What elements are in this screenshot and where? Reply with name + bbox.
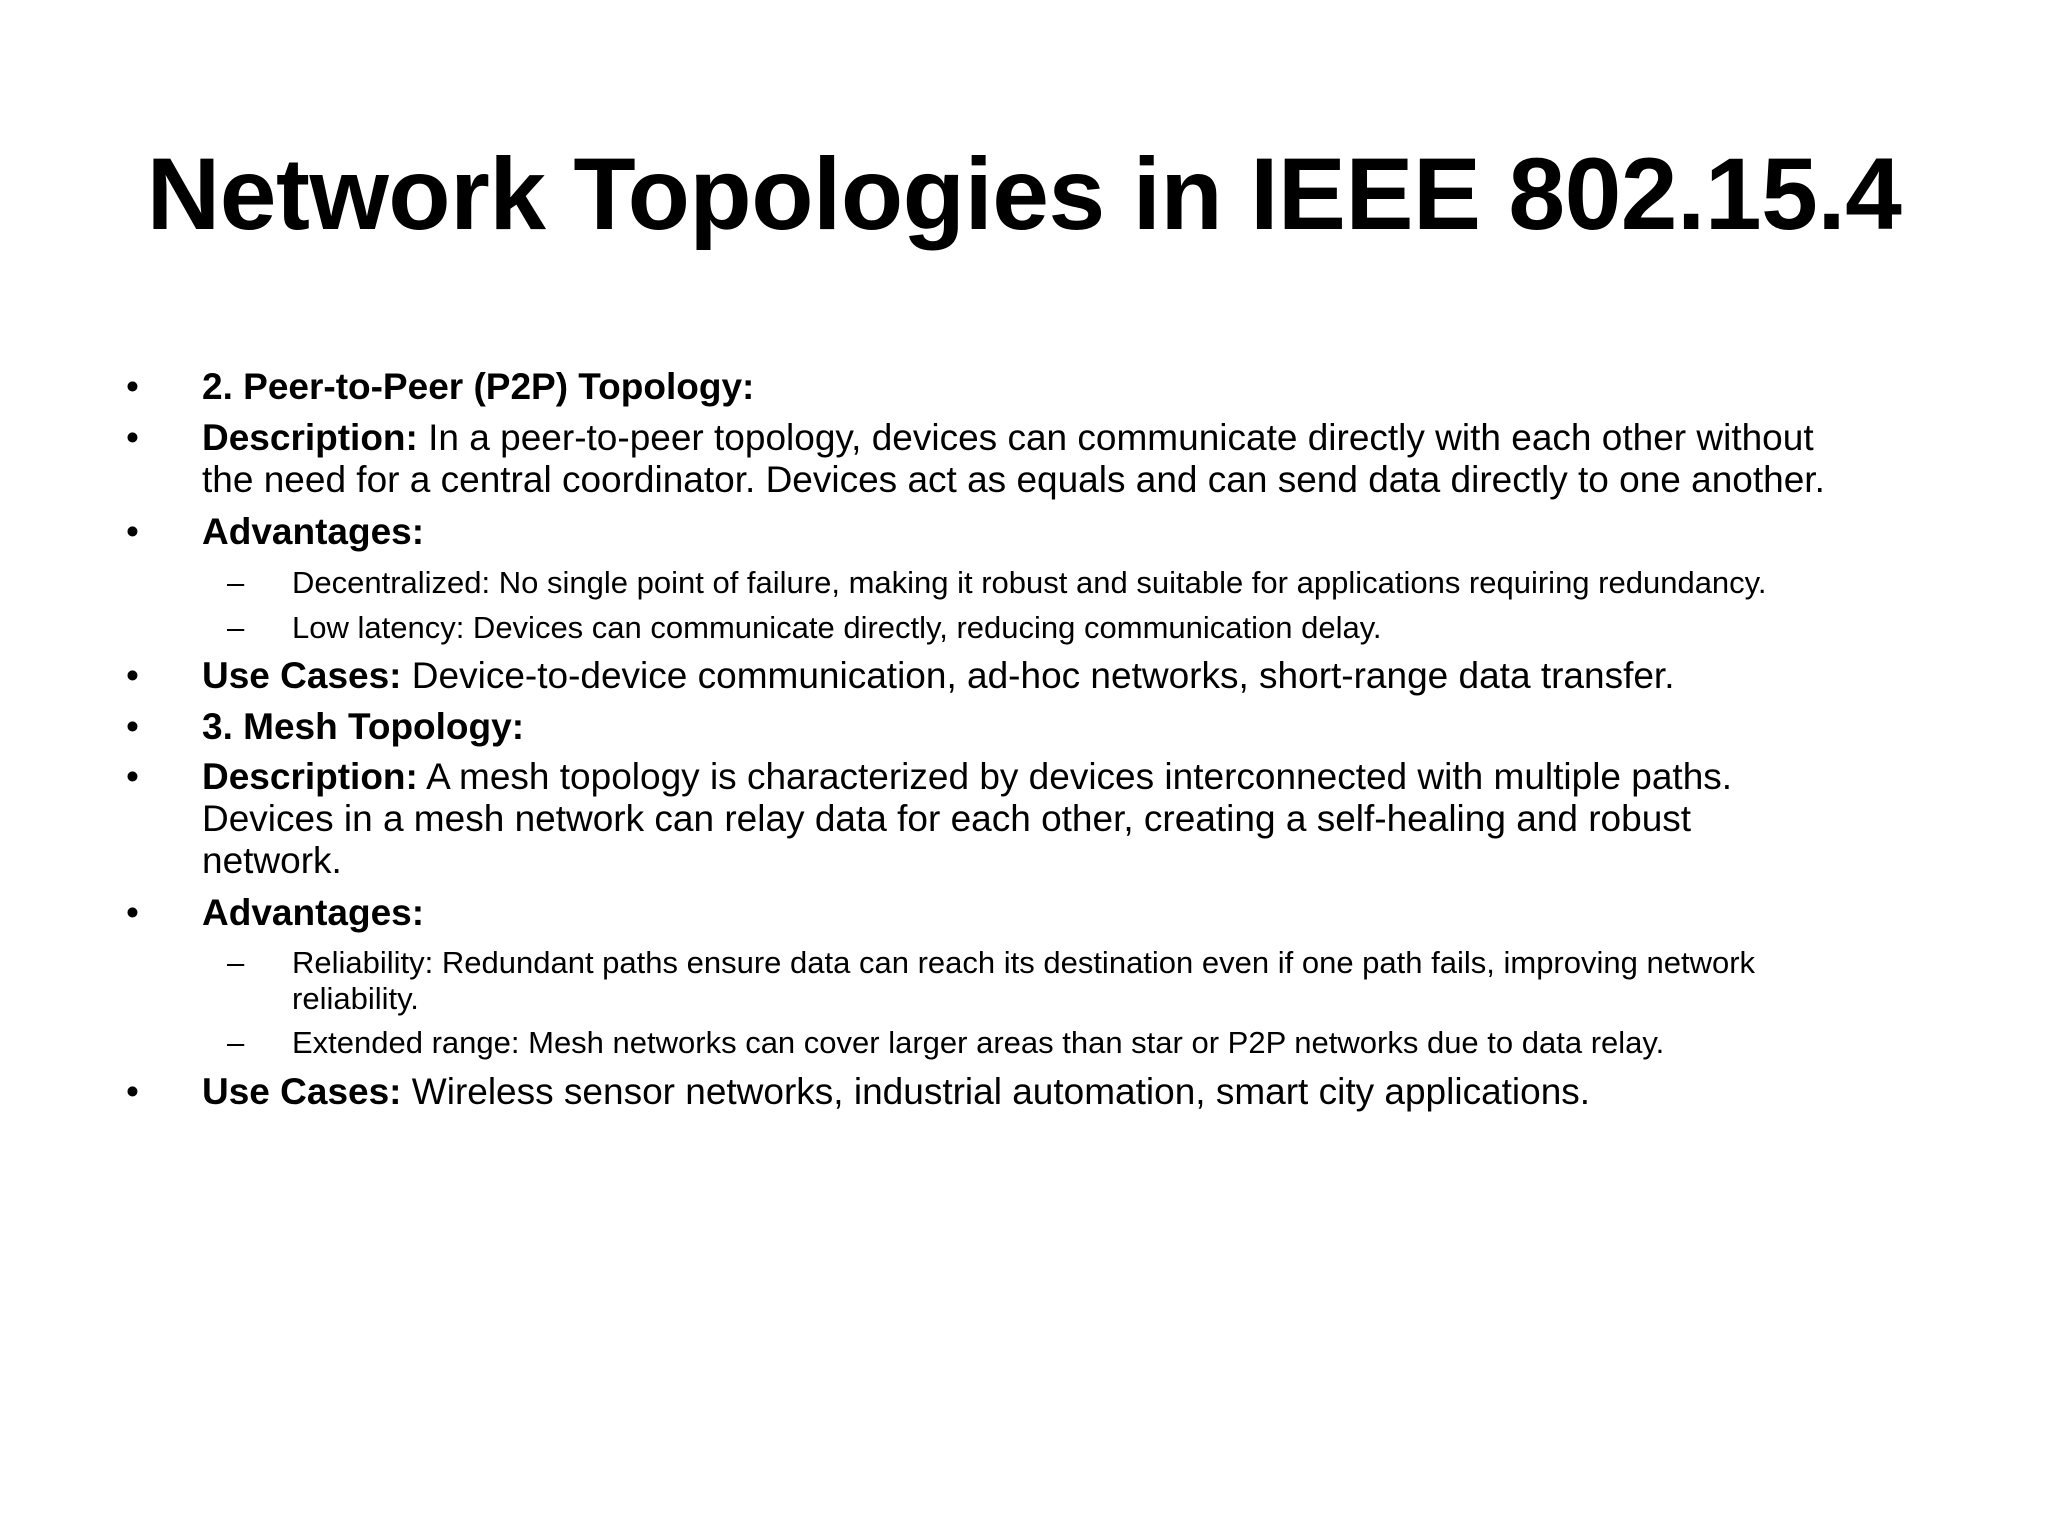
- bullet-text-line: network.: [202, 840, 342, 881]
- bullet-icon: •: [126, 511, 139, 552]
- sub-item-text: Extended range: Mesh networks can cover larger areas than star or P2P networks due to data relay.: [292, 1025, 1665, 1060]
- bullet-label: 3. Mesh Topology:: [202, 706, 525, 747]
- bullet-icon: •: [126, 417, 139, 458]
- bullet-item-mesh-use-cases: [126, 1071, 1591, 1113]
- bullet-label: Advantages:: [202, 892, 425, 933]
- bullet-item-p2p-heading: [126, 366, 755, 408]
- sub-item-text: Reliability: Redundant paths ensure data can reach its destination even if one path fails, improving network: [292, 945, 1756, 980]
- bullet-text-line: Devices in a mesh network can relay data for each other, creating a self-healing and robust: [202, 798, 1692, 839]
- bullet-text-line: [202, 756, 1732, 798]
- bullet-icon: •: [126, 366, 139, 407]
- bullet-item-mesh-description: [126, 756, 1733, 882]
- dash-icon: –: [227, 945, 245, 980]
- slide-title: Network Topologies in IEEE 802.15.4: [146, 137, 1902, 251]
- bullet-icon: •: [126, 892, 139, 933]
- bullet-text-line: the need for a central coordinator. Devices act as equals and can send data directly to one another.: [202, 459, 1825, 500]
- bullet-label: Description:: [202, 756, 418, 797]
- bullet-label: Description:: [202, 417, 418, 458]
- dash-icon: –: [227, 1025, 245, 1060]
- sub-item-low-latency: [227, 610, 1382, 646]
- bullet-text-line: [202, 1071, 1590, 1113]
- bullet-label: Use Cases:: [202, 655, 402, 696]
- bullet-label: 2. Peer-to-Peer (P2P) Topology:: [202, 366, 755, 407]
- bullet-text: Device-to-device communication, ad-hoc networks, short-range data transfer.: [401, 655, 1675, 696]
- sub-item-text: reliability.: [292, 981, 419, 1016]
- bullet-icon: •: [126, 756, 139, 797]
- dash-icon: –: [227, 610, 245, 645]
- sub-item-text: Decentralized: No single point of failure, making it robust and suitable for applications requiring redundancy.: [292, 565, 1767, 600]
- bullet-icon: •: [126, 706, 139, 747]
- bullet-item-mesh-heading: [126, 706, 525, 748]
- bullet-icon: •: [126, 655, 139, 696]
- bullet-item-p2p-description: [126, 417, 1825, 501]
- bullet-text-line: [202, 417, 1825, 459]
- sub-item-decentralized: [227, 565, 1767, 601]
- sub-item-reliability: [227, 945, 1756, 1017]
- bullet-item-mesh-advantages: [126, 892, 425, 934]
- bullet-label: Use Cases:: [202, 1071, 402, 1112]
- sub-item-extended-range: [227, 1025, 1665, 1061]
- dash-icon: –: [227, 565, 245, 600]
- bullet-text: Wireless sensor networks, industrial automation, smart city applications.: [401, 1071, 1591, 1112]
- bullet-item-p2p-advantages: [126, 511, 425, 553]
- bullet-icon: •: [126, 1071, 139, 1112]
- bullet-text: A mesh topology is characterized by devices interconnected with multiple paths.: [417, 756, 1733, 797]
- bullet-label: Advantages:: [202, 511, 425, 552]
- bullet-text-line: [202, 655, 1675, 697]
- bullet-text: In a peer-to-peer topology, devices can communicate directly with each other without: [417, 417, 1814, 458]
- sub-item-text: Low latency: Devices can communicate directly, reducing communication delay.: [292, 610, 1382, 645]
- bullet-item-p2p-use-cases: [126, 655, 1675, 697]
